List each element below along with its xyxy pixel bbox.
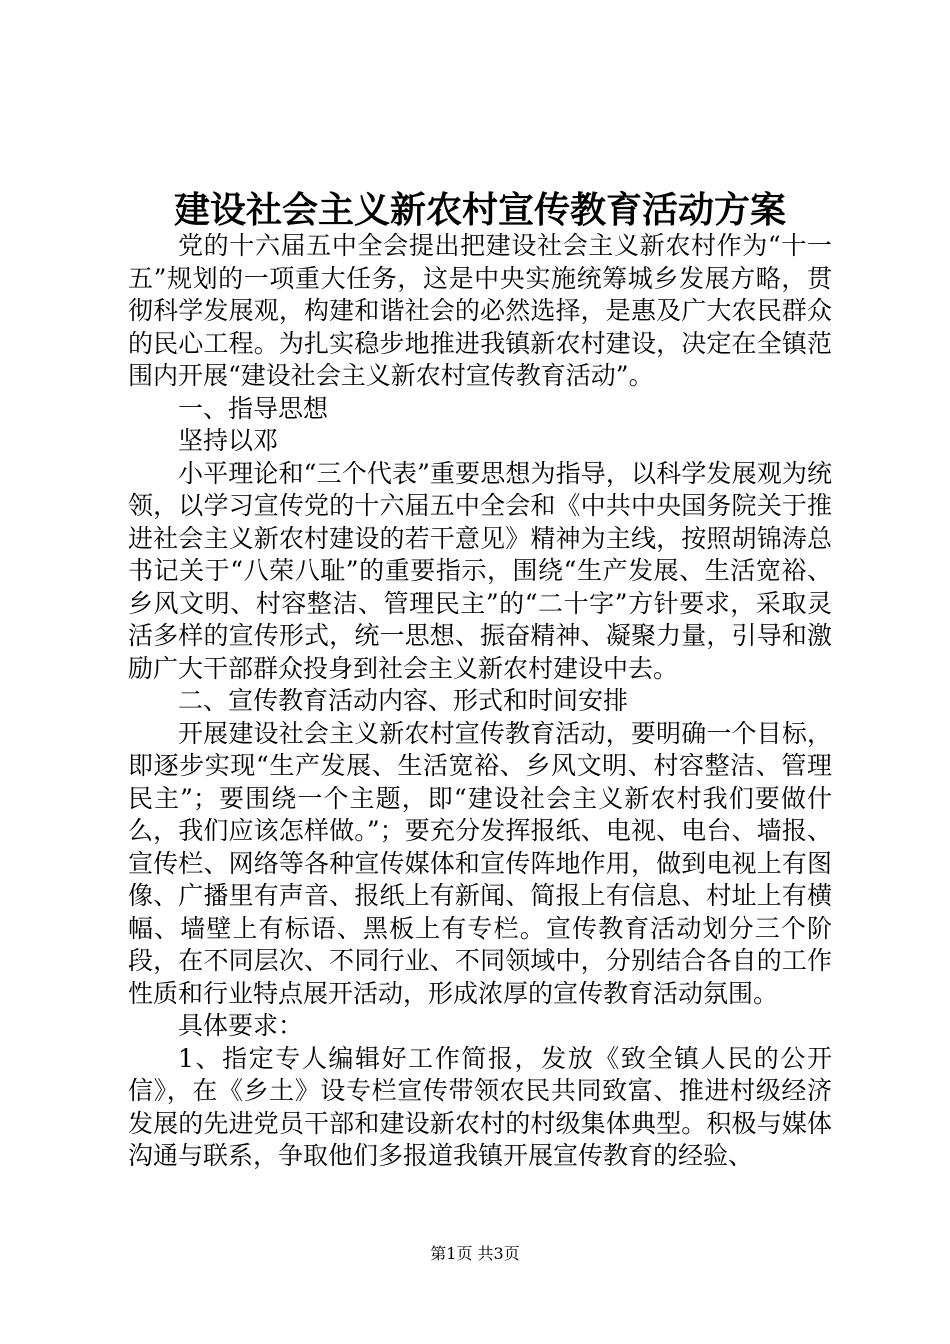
paragraph-fragment: 坚持以邓: [178, 426, 279, 455]
paragraph-guiding-ideology: 小平理论和“三个代表”重要思想为指导，以科学发展观为统领，以学习宣传党的十六届五中全会和《中共中央国务院关于推进社会主义新农村建设的若干意见》精神为主线，按照胡锦涛总书记关于“八荣八耻”的重要指示，围绕“生产发展、生活宽裕、乡风文明、村容整洁、管理民主”的“二十字”方针要求，采取灵活多样的宣传形式，统一思想、振奋精神、凝聚力量，引导和激励广大干部群众投身到社会主义新农村建设中去。: [128, 458, 832, 683]
paragraph-intro: 党的十六届五中全会提出把建设社会主义新农村作为“十一五”规划的一项重大任务，这是中央实施统筹城乡发展方略，贯彻科学发展观，构建和谐社会的必然选择，是惠及广大农民群众的民心工程。为扎实稳步地推进我镇新农村建设，决定在全镇范围内开展“建设社会主义新农村宣传教育活动”。: [128, 231, 832, 390]
document-title: 建设社会主义新农村宣传教育活动方案: [173, 189, 786, 231]
paragraph-activity-content: 开展建设社会主义新农村宣传教育活动，要明确一个目标，即逐步实现“生产发展、生活宽裕、乡风文明、村容整洁、管理民主”；要围绕一个主题，即“建设社会主义新农村我们要做什么，我们应该怎样做。”；要充分发挥报纸、电视、电台、墙报、宣传栏、网络等各种宣传媒体和宣传阵地作用，做到电视上有图像、广播里有声音、报纸上有新闻、简报上有信息、村址上有横幅、墙壁上有标语、黑板上有专栏。宣传教育活动划分三个阶段，在不同层次、不同行业、不同领域中，分别结合各自的工作性质和行业特点展开活动，形成浓厚的宣传教育活动氛围。: [128, 718, 832, 1008]
document-page: [128, 0, 832, 1344]
paragraph-requirement-1: 1、指定专人编辑好工作简报，发放《致全镇人民的公开信》，在《乡土》设专栏宣传带领农民共同致富、推进村级经济发展的先进党员干部和建设新农村的村级集体典型。积极与媒体沟通与联系，争取他们多报道我镇开展宣传教育的经验、: [128, 1043, 832, 1170]
heading-specific-requirements: 具体要求：: [178, 1011, 304, 1040]
heading-guiding-ideology: 一、指导思想: [178, 393, 329, 423]
heading-activity-content: 二、宣传教育活动内容、形式和时间安排: [178, 686, 629, 715]
document-body: [128, 230, 832, 1173]
page-number-footer: 第1页 共3页: [430, 1244, 520, 1263]
